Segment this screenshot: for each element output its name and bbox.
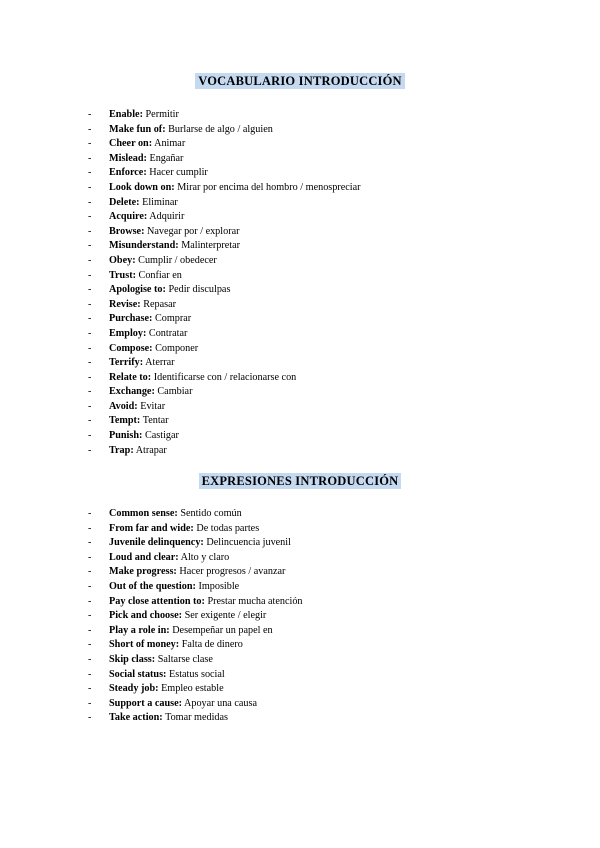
list-bullet: - [88, 298, 92, 310]
list-bullet: - [88, 225, 92, 237]
list-item [88, 342, 361, 357]
list-item [88, 239, 361, 254]
item-meaning: Estatus social [169, 668, 225, 680]
item-term: Pick and choose: [109, 610, 183, 622]
item-meaning: Componer [155, 342, 199, 354]
list-bullet: - [88, 580, 92, 592]
item-meaning: Cambiar [157, 386, 193, 398]
list-item [88, 283, 361, 298]
item-meaning: Apoyar una causa [184, 697, 257, 709]
item-term: Punish: [109, 430, 143, 442]
list-item [88, 327, 361, 342]
list-item [88, 414, 361, 429]
list-item [88, 429, 361, 444]
item-term: Terrify: [109, 357, 144, 369]
item-term: Revise: [109, 298, 141, 310]
item-term: Play a role in: [109, 624, 170, 636]
list-bullet: - [88, 313, 92, 325]
list-item [88, 152, 361, 167]
item-term: Support a cause: [109, 697, 183, 709]
list-item [88, 638, 303, 653]
item-term: Social status: [109, 668, 167, 680]
item-meaning: Castigar [144, 430, 179, 442]
list-item [88, 580, 303, 595]
item-meaning: Delincuencia juvenil [206, 537, 291, 549]
list-item [88, 371, 361, 386]
list-item [88, 400, 361, 415]
item-meaning: Contratar [148, 327, 188, 339]
list-bullet: - [88, 415, 92, 427]
item-meaning: Alto y claro [180, 551, 230, 563]
list-bullet: - [88, 240, 92, 252]
list-bullet: - [88, 386, 92, 398]
item-term: Tempt: [109, 415, 141, 427]
item-meaning: Hacer cumplir [149, 167, 208, 179]
list-item [88, 522, 303, 537]
item-term: Make progress: [109, 566, 177, 578]
item-term: Browse: [109, 225, 145, 237]
list-bullet: - [88, 371, 92, 383]
item-meaning: Hacer progresos / avanzar [179, 566, 286, 578]
item-meaning: Ser exigente / elegir [184, 610, 267, 622]
list-bullet: - [88, 211, 92, 223]
list-bullet: - [88, 697, 92, 709]
list-bullet: - [88, 537, 92, 549]
list-bullet: - [88, 639, 92, 651]
list-bullet: - [88, 196, 92, 208]
item-term: Avoid: [109, 400, 138, 412]
list-item [88, 196, 361, 211]
item-term: Out of the question: [109, 580, 196, 592]
list-item [88, 181, 361, 196]
list-bullet: - [88, 254, 92, 266]
item-meaning: Imposible [198, 580, 240, 592]
list-item [88, 682, 303, 697]
list-bullet: - [88, 668, 92, 680]
list-item [88, 312, 361, 327]
list-item [88, 444, 361, 459]
item-meaning: Permitir [145, 109, 179, 120]
item-meaning: Malinterpretar [181, 240, 241, 252]
list-bullet: - [88, 522, 92, 534]
item-term: Common sense: [109, 508, 178, 519]
list-item [88, 166, 361, 181]
item-term: Look down on: [109, 181, 175, 193]
list-bullet: - [88, 653, 92, 665]
item-meaning: Atrapar [135, 444, 167, 456]
item-term: Trap: [109, 444, 134, 456]
item-term: Exchange: [109, 386, 155, 398]
list-item [88, 551, 303, 566]
item-meaning: Eliminar [142, 196, 178, 208]
item-term: Make fun of: [109, 123, 166, 135]
item-term: Take action: [109, 712, 163, 724]
item-meaning: Sentido común [180, 508, 242, 519]
list-bullet: - [88, 624, 92, 636]
item-term: Obey: [109, 254, 136, 266]
item-meaning: Confiar en [138, 269, 182, 281]
item-meaning: Tentar [142, 415, 169, 427]
item-term: Juvenile delinquency: [109, 537, 204, 549]
vocabulary-section-title [0, 74, 600, 89]
item-meaning: Evitar [140, 400, 166, 412]
item-term: Compose: [109, 342, 153, 354]
vocabulary-title-text: VOCABULARIO INTRODUCCIÓN [195, 73, 405, 89]
item-meaning: Saltarse clase [157, 653, 213, 665]
expressions-list [88, 507, 303, 726]
item-term: Delete: [109, 196, 140, 208]
list-item [88, 210, 361, 225]
list-item [88, 653, 303, 668]
item-meaning: De todas partes [196, 522, 260, 534]
item-term: Enable: [109, 109, 143, 120]
item-meaning: Prestar mucha atención [207, 595, 303, 607]
list-bullet: - [88, 152, 92, 164]
list-item [88, 254, 361, 269]
item-term: Employ: [109, 327, 147, 339]
list-bullet: - [88, 269, 92, 281]
item-term: Skip class: [109, 653, 156, 665]
vocabulary-list [88, 108, 361, 458]
item-meaning: Comprar [154, 313, 192, 325]
list-bullet: - [88, 566, 92, 578]
list-bullet: - [88, 138, 92, 150]
item-meaning: Aterrar [145, 357, 175, 369]
list-bullet: - [88, 610, 92, 622]
list-item [88, 609, 303, 624]
list-item [88, 711, 303, 726]
list-bullet: - [88, 551, 92, 563]
list-item [88, 565, 303, 580]
list-bullet: - [88, 181, 92, 193]
item-meaning: Animar [154, 138, 186, 150]
list-bullet: - [88, 595, 92, 607]
item-meaning: Desempeñar un papel en [172, 624, 273, 636]
list-bullet: - [88, 400, 92, 412]
list-bullet: - [88, 123, 92, 135]
item-term: Enforce: [109, 167, 147, 179]
list-bullet: - [88, 342, 92, 354]
item-meaning: Burlarse de algo / alguien [168, 123, 273, 135]
list-item [88, 269, 361, 284]
list-item [88, 385, 361, 400]
item-term: From far and wide: [109, 522, 194, 534]
item-term: Purchase: [109, 313, 153, 325]
list-item [88, 225, 361, 240]
list-item [88, 298, 361, 313]
list-bullet: - [88, 444, 92, 456]
list-bullet: - [88, 109, 92, 120]
item-meaning: Identificarse con / relacionarse con [153, 371, 297, 383]
list-item [88, 356, 361, 371]
item-meaning: Pedir disculpas [168, 284, 231, 296]
item-term: Trust: [109, 269, 136, 281]
item-meaning: Engañar [149, 152, 184, 164]
list-bullet: - [88, 508, 92, 519]
list-item [88, 536, 303, 551]
list-item [88, 108, 361, 123]
item-term: Cheer on: [109, 138, 153, 150]
item-term: Loud and clear: [109, 551, 179, 563]
list-item [88, 624, 303, 639]
item-meaning: Tomar medidas [165, 712, 229, 724]
list-item [88, 668, 303, 683]
item-meaning: Mirar por encima del hombro / menospreciar [177, 181, 361, 193]
expressions-title-text: EXPRESIONES INTRODUCCIÓN [199, 473, 402, 489]
list-item [88, 507, 303, 522]
item-meaning: Empleo estable [161, 683, 224, 695]
list-item [88, 137, 361, 152]
list-item [88, 123, 361, 138]
list-bullet: - [88, 357, 92, 369]
item-meaning: Cumplir / obedecer [138, 254, 217, 266]
item-term: Relate to: [109, 371, 152, 383]
item-term: Apologise to: [109, 284, 166, 296]
list-bullet: - [88, 167, 92, 179]
item-term: Misunderstand: [109, 240, 179, 252]
list-bullet: - [88, 284, 92, 296]
list-bullet: - [88, 430, 92, 442]
list-bullet: - [88, 712, 92, 724]
list-item [88, 697, 303, 712]
item-term: Short of money: [109, 639, 180, 651]
item-term: Pay close attention to: [109, 595, 205, 607]
item-term: Acquire: [109, 211, 148, 223]
list-bullet: - [88, 327, 92, 339]
item-term: Mislead: [109, 152, 147, 164]
item-meaning: Repasar [143, 298, 177, 310]
item-meaning: Navegar por / explorar [147, 225, 240, 237]
list-item [88, 595, 303, 610]
item-meaning: Falta de dinero [181, 639, 243, 651]
list-bullet: - [88, 683, 92, 695]
item-term: Steady job: [109, 683, 159, 695]
item-meaning: Adquirir [149, 211, 185, 223]
expressions-section-title [0, 474, 600, 489]
